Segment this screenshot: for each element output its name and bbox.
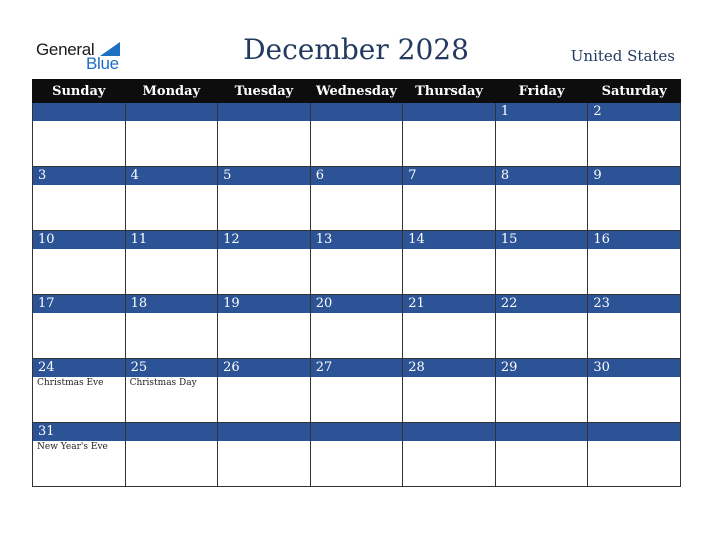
holiday-label (33, 121, 125, 122)
day-cell[interactable] (403, 441, 496, 487)
day-cell[interactable] (125, 121, 218, 167)
day-number-cell (33, 359, 126, 378)
day-number: 4 (130, 168, 139, 183)
day-number: 25 (130, 360, 148, 375)
calendar-grid (32, 79, 681, 487)
weekday-header: Tuesday (218, 80, 311, 103)
day-number (403, 423, 495, 424)
day-number-cell (495, 103, 588, 122)
day-number (218, 423, 310, 424)
day-cell[interactable] (310, 185, 403, 231)
day-number-cell (588, 103, 681, 122)
day-number: 17 (38, 296, 55, 311)
day-number: 11 (130, 232, 148, 247)
day-number (126, 423, 218, 424)
holiday-label: Christmas Eve (37, 378, 104, 388)
holiday-label (33, 313, 125, 314)
weekday-header: Wednesday (310, 80, 403, 103)
day-number-cell (218, 423, 311, 442)
day-number-cell (125, 295, 218, 314)
day-number: 26 (223, 360, 240, 375)
day-number: 20 (315, 296, 333, 311)
day-number-cell (310, 167, 403, 186)
day-cell[interactable] (403, 377, 496, 423)
holiday-label (496, 121, 588, 122)
holiday-label (311, 121, 403, 122)
week-body-row (33, 441, 681, 487)
day-number-cell (125, 231, 218, 250)
holiday-label (33, 249, 125, 250)
day-number-cell (495, 231, 588, 250)
holiday-label (218, 121, 310, 122)
day-number: 5 (223, 168, 232, 183)
holiday-label (218, 185, 310, 186)
holiday-label: Christmas Day (129, 378, 197, 388)
holiday-label (588, 249, 680, 250)
week-body-row (33, 313, 681, 359)
day-cell[interactable] (33, 313, 126, 359)
holiday-label (126, 441, 218, 442)
weekday-header: Monday (125, 80, 218, 103)
day-number-cell (403, 295, 496, 314)
holiday-label (218, 313, 310, 314)
day-number: 28 (408, 360, 425, 375)
day-cell[interactable] (218, 121, 311, 167)
day-number: 6 (315, 168, 324, 183)
holiday-label (126, 121, 218, 122)
holiday-label (126, 249, 218, 250)
week-body-row (33, 249, 681, 295)
day-cell[interactable] (33, 185, 126, 231)
holiday-label (311, 313, 403, 314)
week-body-row (33, 377, 681, 423)
country-label: United States (570, 47, 675, 65)
day-number-cell (495, 423, 588, 442)
holiday-label (588, 121, 680, 122)
day-number-cell (403, 423, 496, 442)
holiday-label (403, 441, 495, 442)
day-number: 8 (500, 168, 510, 183)
holiday-label (496, 377, 588, 378)
day-cell[interactable] (495, 185, 588, 231)
holiday-label (311, 441, 403, 442)
day-cell[interactable] (33, 249, 126, 295)
day-number-cell (403, 167, 496, 186)
day-cell[interactable] (588, 377, 681, 423)
day-number-cell (310, 231, 403, 250)
day-number (126, 103, 218, 104)
day-cell[interactable] (310, 441, 403, 487)
holiday-label (588, 377, 680, 378)
day-number-cell (218, 231, 311, 250)
day-number-cell (33, 295, 126, 314)
week-date-row (33, 423, 681, 442)
holiday-label (403, 313, 495, 314)
day-number-cell (125, 103, 218, 122)
week-date-row (33, 103, 681, 122)
holiday-label (403, 249, 495, 250)
day-number-cell (403, 359, 496, 378)
day-cell[interactable] (495, 121, 588, 167)
day-number-cell (310, 103, 403, 122)
day-number-cell (218, 167, 311, 186)
day-cell[interactable] (495, 313, 588, 359)
day-number: 23 (593, 296, 610, 311)
day-number: 29 (500, 360, 518, 375)
holiday-label (311, 249, 403, 250)
holiday-label (403, 185, 495, 186)
day-number: 21 (408, 296, 425, 311)
day-number-cell (588, 295, 681, 314)
day-number-cell (33, 423, 126, 442)
holiday-label (126, 313, 218, 314)
day-number: 12 (223, 232, 240, 247)
holiday-label (403, 377, 495, 378)
holiday-label (311, 377, 403, 378)
day-number-cell (218, 103, 311, 122)
day-number-cell (588, 423, 681, 442)
holiday-label (588, 185, 680, 186)
day-number: 1 (500, 104, 510, 119)
holiday-label (588, 441, 680, 442)
day-cell[interactable] (588, 313, 681, 359)
holiday-label (496, 249, 588, 250)
holiday-label (218, 377, 310, 378)
holiday-label (126, 185, 218, 186)
day-number-cell (310, 359, 403, 378)
logo-word-blue: Blue (86, 54, 119, 73)
weekday-header: Friday (495, 80, 588, 103)
holiday-label (403, 121, 495, 122)
day-number: 18 (130, 296, 148, 311)
holiday-label (588, 313, 680, 314)
day-cell[interactable] (218, 377, 311, 423)
day-cell[interactable] (218, 441, 311, 487)
day-cell[interactable] (403, 121, 496, 167)
day-cell[interactable] (125, 377, 218, 423)
week-date-row (33, 295, 681, 314)
page-title: December 2028 (243, 33, 469, 66)
day-number-cell (218, 295, 311, 314)
day-cell[interactable] (33, 121, 126, 167)
day-number-cell (588, 167, 681, 186)
day-number (311, 103, 403, 104)
holiday-label (496, 185, 588, 186)
day-number: 22 (500, 296, 518, 311)
day-number (311, 423, 403, 424)
week-date-row (33, 359, 681, 378)
day-number: 10 (38, 232, 55, 247)
day-number (33, 103, 125, 104)
day-number: 3 (38, 168, 47, 183)
day-cell[interactable] (33, 441, 126, 487)
day-number: 13 (315, 232, 333, 247)
day-cell[interactable] (495, 249, 588, 295)
day-number-cell (218, 359, 311, 378)
holiday-label (311, 185, 403, 186)
day-number-cell (310, 295, 403, 314)
day-number-cell (125, 167, 218, 186)
day-cell[interactable] (310, 121, 403, 167)
day-cell[interactable] (125, 313, 218, 359)
day-cell[interactable] (125, 441, 218, 487)
day-number-cell (403, 231, 496, 250)
day-cell[interactable] (495, 441, 588, 487)
logo-word-general: General (36, 40, 95, 59)
day-number: 9 (593, 168, 602, 183)
weekday-header: Thursday (403, 80, 496, 103)
day-number (496, 423, 588, 424)
day-number (403, 103, 495, 104)
day-cell[interactable] (588, 121, 681, 167)
weekday-header: Saturday (588, 80, 681, 103)
day-cell[interactable] (218, 185, 311, 231)
week-date-row (33, 167, 681, 186)
day-cell[interactable] (588, 249, 681, 295)
day-number-cell (33, 167, 126, 186)
day-cell[interactable] (403, 185, 496, 231)
day-number: 2 (593, 104, 602, 119)
day-cell[interactable] (403, 313, 496, 359)
day-number-cell (33, 231, 126, 250)
day-number: 31 (38, 424, 55, 439)
day-number-cell (403, 103, 496, 122)
holiday-label (33, 185, 125, 186)
day-number-cell (33, 103, 126, 122)
day-number: 7 (408, 168, 417, 183)
day-cell[interactable] (218, 249, 311, 295)
day-number: 14 (408, 232, 425, 247)
day-number-cell (125, 359, 218, 378)
day-cell[interactable] (588, 441, 681, 487)
holiday-label (218, 441, 310, 442)
day-number-cell (588, 359, 681, 378)
day-cell[interactable] (310, 313, 403, 359)
day-number: 24 (38, 360, 55, 375)
day-cell[interactable] (495, 377, 588, 423)
weekday-header: Sunday (33, 80, 126, 103)
day-number-cell (125, 423, 218, 442)
day-number: 27 (315, 360, 333, 375)
day-number-cell (495, 167, 588, 186)
day-number: 15 (500, 232, 518, 247)
week-date-row (33, 231, 681, 250)
day-number: 30 (593, 360, 610, 375)
day-cell[interactable] (588, 185, 681, 231)
day-number-cell (495, 359, 588, 378)
holiday-label (218, 249, 310, 250)
day-cell[interactable] (310, 249, 403, 295)
day-number: 16 (593, 232, 610, 247)
day-number-cell (588, 231, 681, 250)
day-cell[interactable] (33, 377, 126, 423)
day-number: 19 (223, 296, 240, 311)
day-number-cell (495, 295, 588, 314)
day-cell[interactable] (125, 185, 218, 231)
week-body-row (33, 121, 681, 167)
calendar-body (33, 103, 681, 487)
day-number (588, 423, 680, 424)
day-cell[interactable] (125, 249, 218, 295)
day-number (218, 103, 310, 104)
day-cell[interactable] (310, 377, 403, 423)
week-body-row (33, 185, 681, 231)
holiday-label: New Year's Eve (37, 442, 108, 452)
weekday-header-row (33, 80, 681, 103)
holiday-label (496, 313, 588, 314)
day-number-cell (310, 423, 403, 442)
day-cell[interactable] (218, 313, 311, 359)
day-cell[interactable] (403, 249, 496, 295)
holiday-label (496, 441, 588, 442)
